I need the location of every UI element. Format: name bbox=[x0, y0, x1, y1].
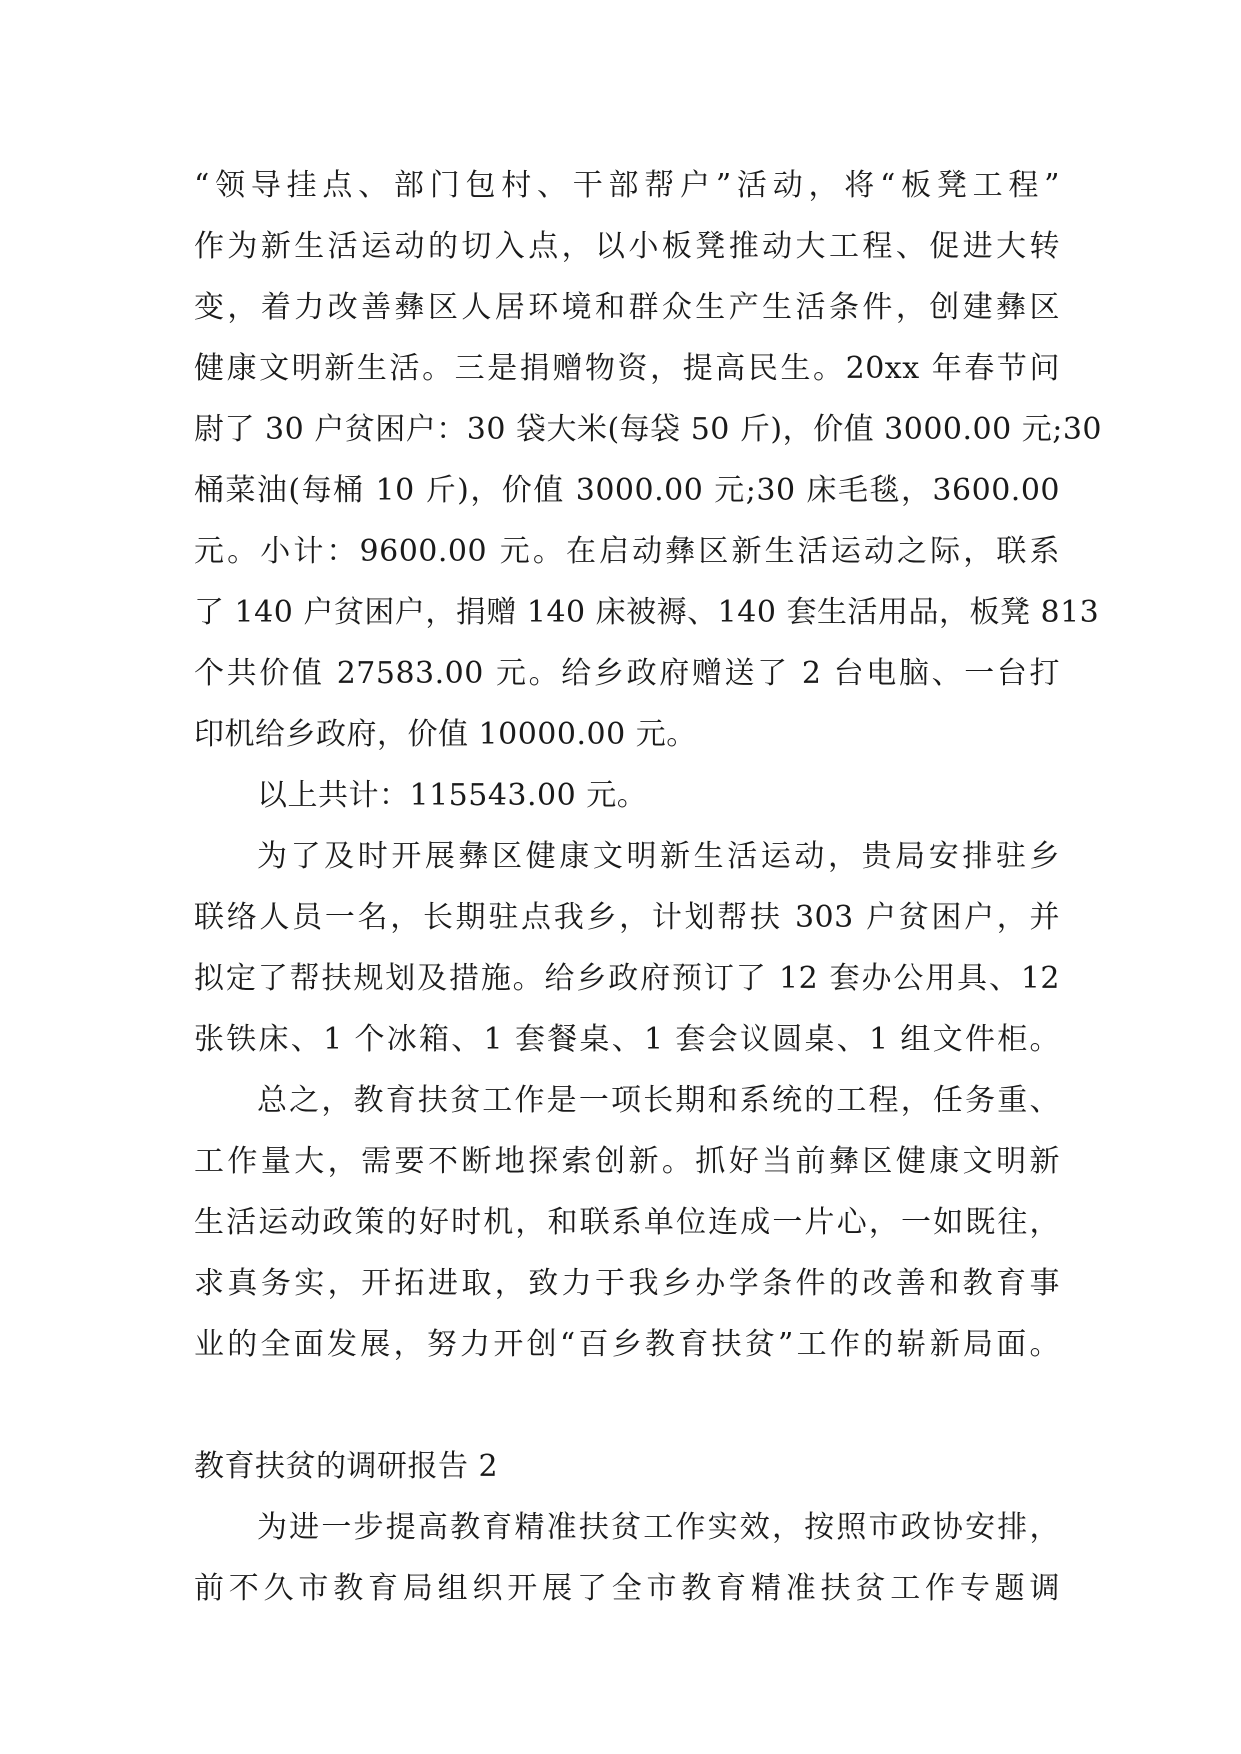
text-line: 工作量大，需要不断地探索创新。抓好当前彝区健康文明新 bbox=[194, 1144, 1060, 1179]
text-line: 印机给乡政府，价值 10000.00 元。 bbox=[194, 717, 697, 752]
paragraph-1 bbox=[194, 155, 1103, 765]
section-heading: 教育扶贫的调研报告 2 bbox=[194, 1449, 499, 1484]
text-line: 拟定了帮扶规划及措施。给乡政府预订了 12 套办公用具、12 bbox=[194, 961, 1060, 996]
text-line: 前不久市教育局组织开展了全市教育精准扶贫工作专题调 bbox=[194, 1571, 1060, 1606]
text-line: 变，着力改善彝区人居环境和群众生产生活条件，创建彝区 bbox=[194, 290, 1060, 325]
text-line: 求真务实，开拓进取，致力于我乡办学条件的改善和教育事 bbox=[194, 1266, 1060, 1301]
text-line: 桶菜油(每桶 10 斤)，价值 3000.00 元;30 床毛毯，3600.00 bbox=[194, 473, 1060, 508]
text-line: 健康文明新生活。三是捐赠物资，提高民生。20xx 年春节问 bbox=[194, 351, 1060, 386]
text-line: 以上共计：115543.00 元。 bbox=[257, 778, 648, 813]
paragraph-3 bbox=[194, 826, 1060, 1070]
text-line: 生活运动政策的好时机，和联系单位连成一片心，一如既往， bbox=[194, 1205, 1060, 1240]
text-line: 张铁床、1 个冰箱、1 套餐桌、1 套会议圆桌、1 组文件柜。 bbox=[194, 1022, 1060, 1057]
text-line: 为进一步提高教育精准扶贫工作实效，按照市政协安排， bbox=[257, 1510, 1060, 1545]
paragraph-4 bbox=[194, 1070, 1060, 1375]
text-line: 尉了 30 户贫困户：30 袋大米(每袋 50 斤)，价值 3000.00 元;30 bbox=[194, 412, 1103, 447]
text-line: 联络人员一名，长期驻点我乡，计划帮扶 303 户贫困户，并 bbox=[194, 900, 1060, 935]
text-line: 元。小计：9600.00 元。在启动彝区新生活运动之际，联系 bbox=[194, 534, 1060, 569]
paragraph-2 bbox=[194, 765, 1060, 826]
text-line: 业的全面发展，努力开创“百乡教育扶贫”工作的崭新局面。 bbox=[194, 1327, 1060, 1362]
text-line: 作为新生活运动的切入点，以小板凳推动大工程、促进大转 bbox=[194, 229, 1060, 264]
document-body bbox=[194, 155, 1103, 1619]
section-spacer bbox=[194, 1375, 1060, 1436]
text-line: 个共价值 27583.00 元。给乡政府赠送了 2 台电脑、一台打 bbox=[194, 656, 1060, 691]
text-line: 总之，教育扶贫工作是一项长期和系统的工程，任务重、 bbox=[257, 1083, 1060, 1118]
text-line: “领导挂点、部门包村、干部帮户”活动，将“板凳工程” bbox=[194, 168, 1060, 203]
text-line: 为了及时开展彝区健康文明新生活运动，贵局安排驻乡 bbox=[257, 839, 1060, 874]
section-paragraph bbox=[194, 1497, 1060, 1619]
text-line: 了 140 户贫困户，捐赠 140 床被褥、140 套生活用品，板凳 813 bbox=[194, 595, 1100, 630]
